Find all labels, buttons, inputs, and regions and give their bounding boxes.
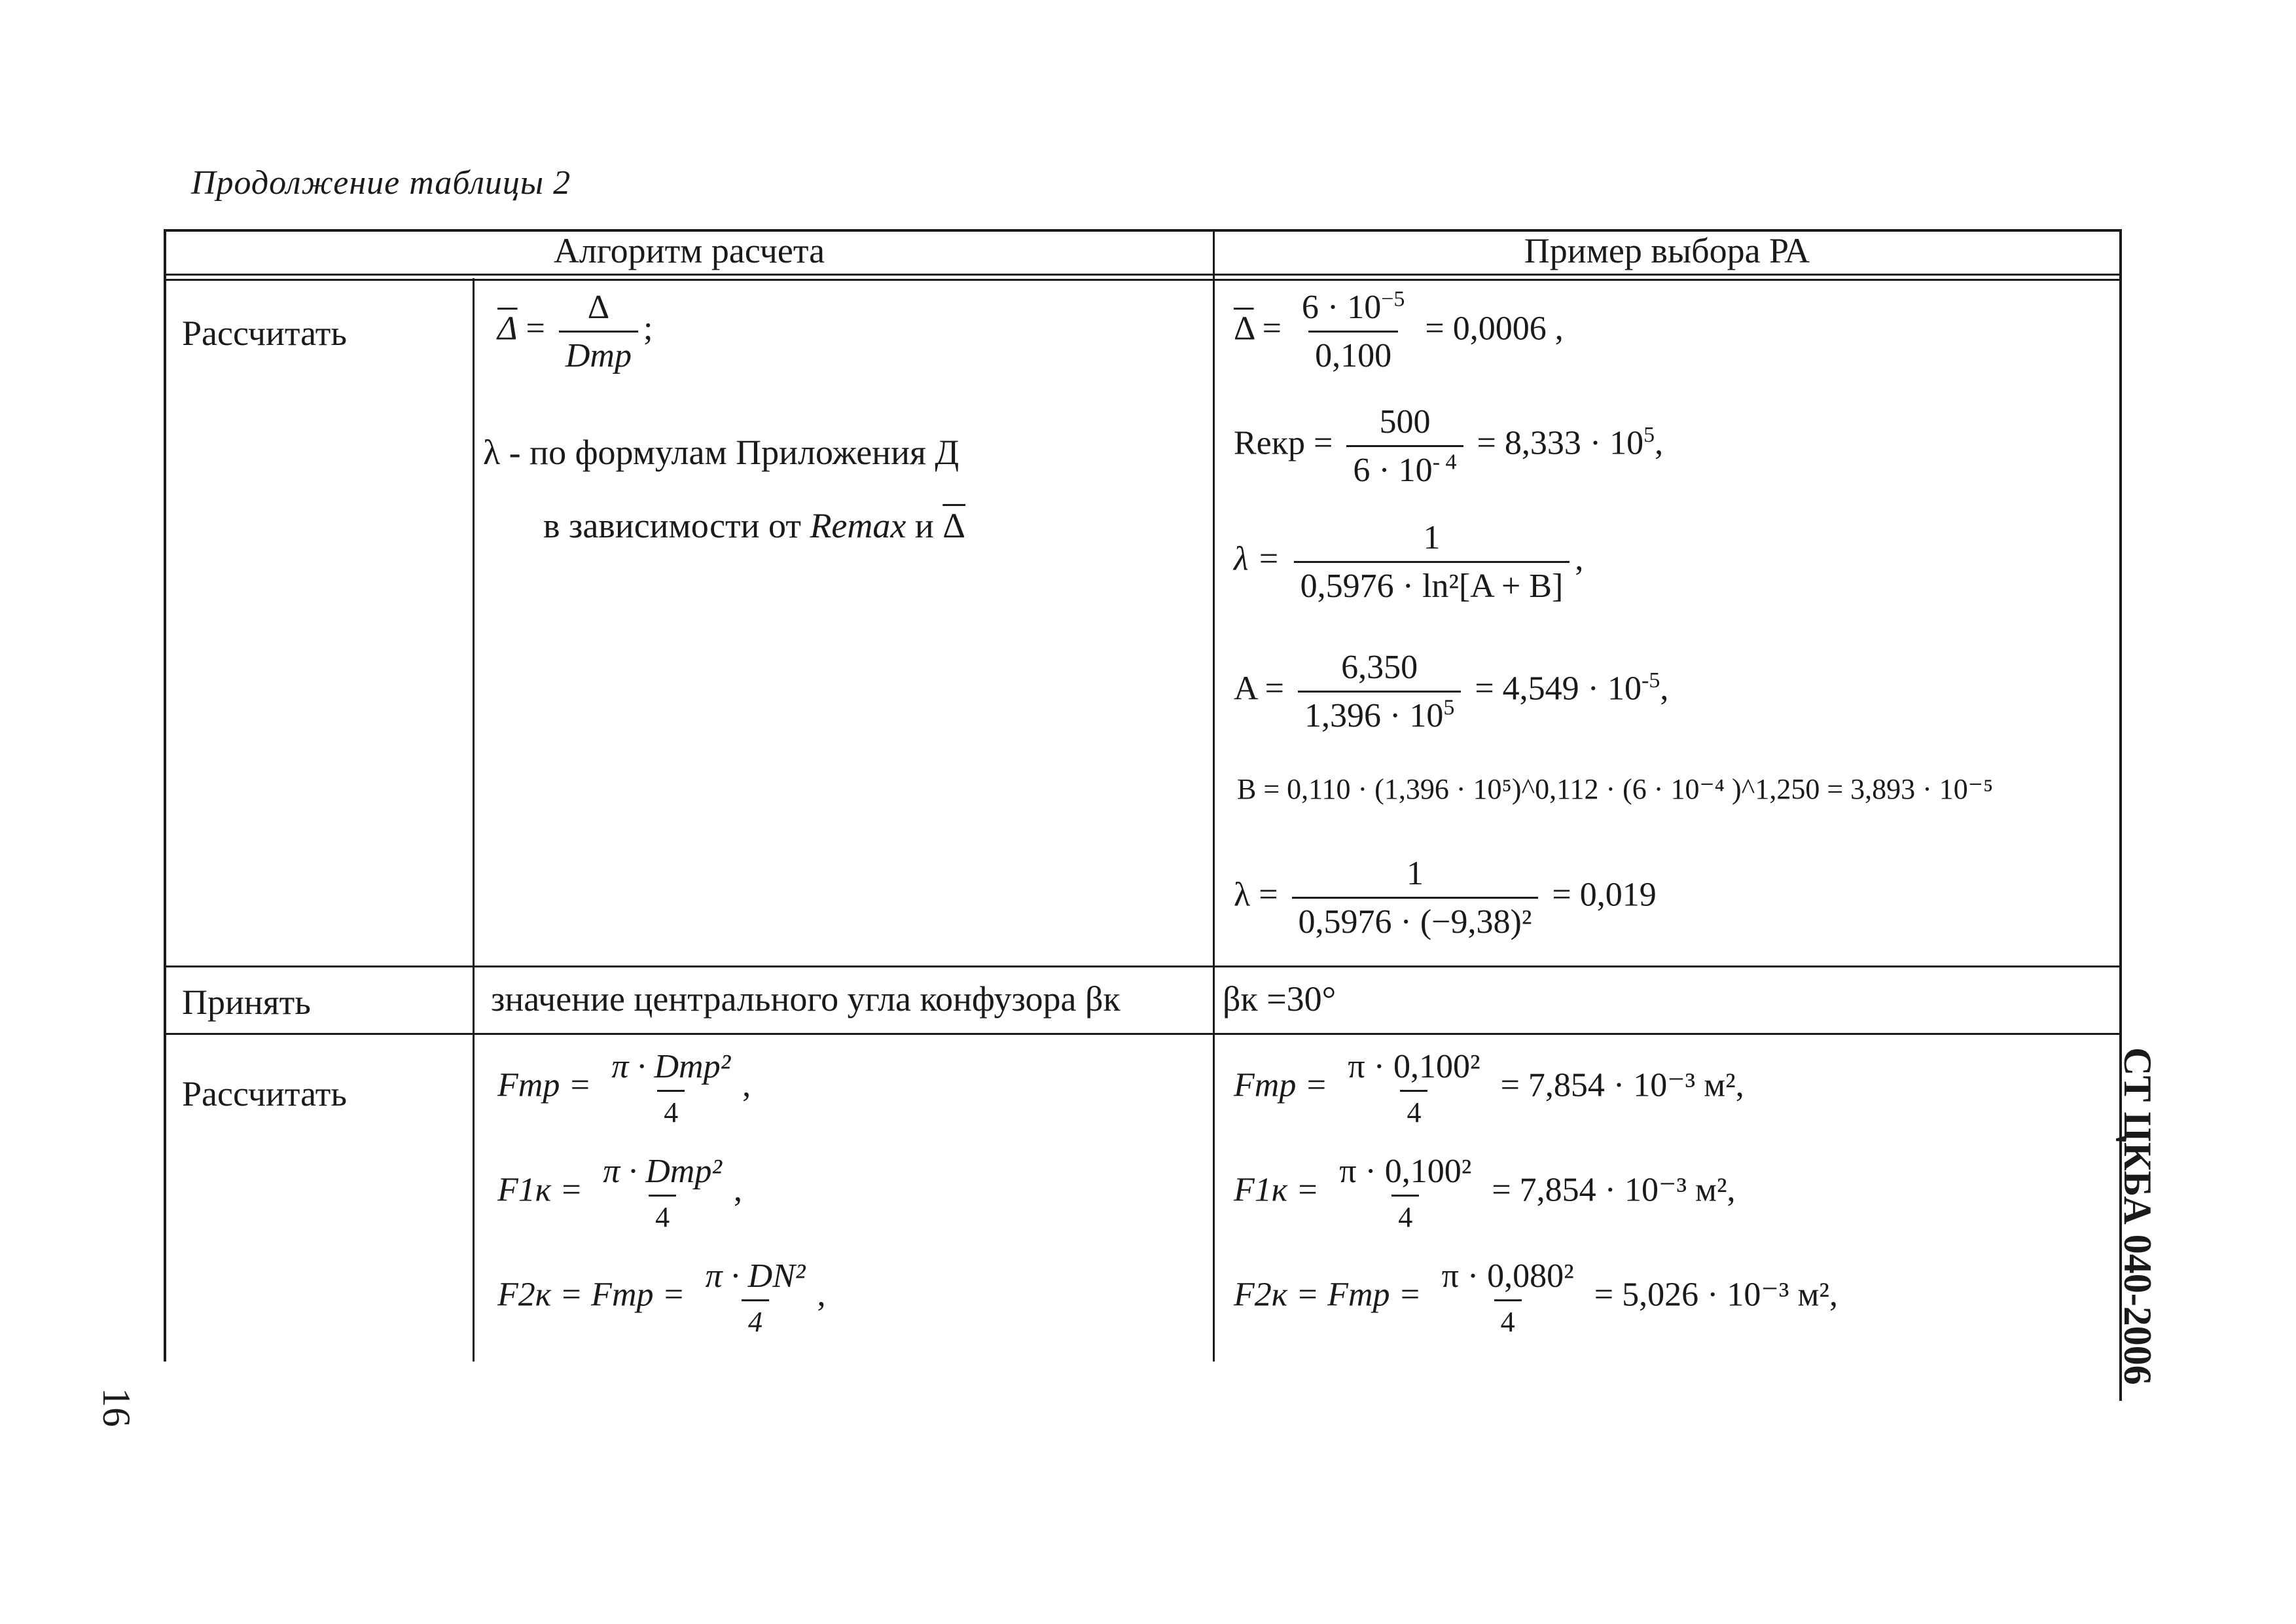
example-ftr-label: Fтр =	[1234, 1066, 1328, 1104]
example-ftr-num: π · 0,100²	[1348, 1048, 1480, 1085]
col-divider-2	[1213, 229, 1215, 1362]
example-a-result: = 4,549 · 10	[1475, 670, 1641, 708]
header-bottom-border-2	[164, 279, 2121, 281]
algo-ftr-fraction	[605, 1047, 737, 1129]
delta-bar-symbol: $\overline{\Delta}$	[497, 310, 518, 348]
example-lambda-label: λ =	[1234, 540, 1280, 578]
example-f2k-num: π · 0,080²	[1441, 1257, 1574, 1295]
example-rekr-result: = 8,333 · 10	[1477, 424, 1644, 462]
col-divider-1	[473, 278, 475, 1362]
algo-f2k-num: π · DN²	[705, 1257, 806, 1295]
row1-action: Рассчитать	[182, 314, 347, 353]
example-f1k-fraction	[1333, 1152, 1478, 1234]
algo-f1k-label: F1к =	[497, 1171, 583, 1209]
example-delta-num-exp: −5	[1381, 287, 1405, 312]
example-delta-fraction	[1295, 288, 1412, 375]
example-lambda-formula: λ = $\frac{1}{\text{0,5976 · ln²[A + B]}}$ ,	[1234, 519, 1584, 605]
dependence-text: в зависимости от	[543, 506, 801, 545]
algo-f1k-num: π · Dтр²	[603, 1153, 722, 1190]
header-algorithm: Алгоритм расчета	[553, 231, 825, 270]
example-a-num: 6,350	[1341, 649, 1418, 686]
delta-fraction	[559, 288, 638, 375]
example-a-den: 1,396 · 10	[1304, 697, 1444, 734]
example-f2k-den: 4	[1494, 1299, 1522, 1339]
row2-bottom-border	[164, 1033, 2121, 1035]
header-example: Пример выбора РА	[1524, 231, 1810, 270]
example-a-den-exp: 5	[1443, 695, 1455, 720]
example-ftr-den: 4	[1400, 1090, 1427, 1129]
algo-f2k-den: 4	[742, 1299, 769, 1339]
delta-bar-symbol-2: $\overline{\Delta}$	[942, 506, 965, 545]
remax-symbol: Remax	[810, 506, 906, 545]
example-lambda2-label: λ =	[1234, 876, 1278, 914]
example-rekr-formula: Reкр = $\frac{500}{6 \cdot 10^{- 4}}$ = $8,333 \cdot 10^5$,	[1234, 403, 1664, 489]
example-f1k-result: = 7,854 · 10⁻³ м²,	[1492, 1171, 1736, 1209]
row1-algo-dependence	[543, 505, 965, 546]
example-a-label: A =	[1234, 670, 1285, 708]
algo-ftr-den: 4	[657, 1090, 685, 1129]
header-bottom-border	[164, 274, 2121, 276]
example-a-fraction	[1298, 648, 1461, 735]
delta-numerator: Δ	[587, 289, 610, 326]
row2-example-text: βк =30°	[1223, 979, 1336, 1019]
example-lambda-den: 0,5976 · ln²[A + B]	[1294, 561, 1570, 605]
row3-example-f1k	[1234, 1152, 1736, 1234]
example-lambda2-fraction	[1292, 854, 1539, 941]
example-f2k-label: F2к = Fтр =	[1234, 1276, 1422, 1314]
algo-ftr-label: Fтр =	[497, 1066, 592, 1104]
example-lambda-num: 1	[1423, 519, 1441, 556]
example-delta-result: = 0,0006 ,	[1425, 310, 1564, 348]
and-text: и	[914, 506, 934, 545]
row1-bottom-border	[164, 965, 2121, 967]
table-left-border	[164, 229, 166, 1362]
example-b-formula: B = 0,110 · (1,396 · 10⁵)^0,112 · (6 · 10⁻⁴ )^1,250 = 3,893 · 10⁻⁵	[1237, 773, 1994, 805]
algo-f2k-label: F2к = Fтр =	[497, 1276, 685, 1314]
row3-algo-f1k: F1к = $\frac{\text{π · Dтр²}}{4}$ ,	[497, 1153, 742, 1233]
example-delta-num: 6 · 10	[1301, 289, 1382, 326]
example-f1k-num: π · 0,100²	[1339, 1153, 1472, 1190]
row3-example-ftr	[1234, 1047, 1744, 1129]
example-delta-formula: $\overline{\Delta}$ = $\frac{6 \cdot 10^{-5}}{0,100}$ = 0,0006 ,	[1234, 287, 1564, 374]
row3-action: Рассчитать	[182, 1074, 347, 1113]
row1-algo-lambda-text: λ - по формулам Приложения Д	[483, 433, 960, 472]
example-a-formula: A = $\frac{6,350}{1,396 \cdot 10^5}$ = $4,549 \cdot 10^{-5}$,	[1234, 649, 1669, 734]
example-ftr-result: = 7,854 · 10⁻³ м²,	[1500, 1066, 1744, 1104]
example-lambda2-den: 0,5976 · (−9,38)²	[1292, 897, 1539, 941]
example-f2k-fraction	[1435, 1257, 1581, 1339]
example-a-result-exp: -5	[1641, 668, 1660, 693]
table-caption: Продолжение таблицы 2	[191, 164, 571, 202]
example-lambda2-result: = 0,019	[1552, 876, 1657, 914]
row3-algo-f2k: F2к = Fтр = $\frac{\text{π · DN²}}{4}$ ,	[497, 1257, 826, 1338]
page-number: 16	[95, 1388, 138, 1427]
algo-f2k-fraction	[699, 1257, 812, 1339]
example-rekr-fraction	[1346, 403, 1463, 490]
example-rekr-num: 500	[1379, 403, 1431, 441]
example-f2k-result: = 5,026 · 10⁻³ м²,	[1594, 1276, 1838, 1314]
example-rekr-den: 6 · 10	[1353, 452, 1433, 489]
algo-f1k-den: 4	[649, 1195, 676, 1234]
delta-denominator: Dтр	[559, 331, 638, 375]
row2-action: Принять	[182, 983, 311, 1022]
example-lambda-fraction	[1294, 518, 1570, 605]
algo-ftr-num: π · Dтр²	[611, 1048, 731, 1085]
example-ftr-fraction	[1341, 1047, 1486, 1129]
example-f1k-den: 4	[1391, 1195, 1419, 1234]
row2-algo-text: значение центрального угла конфузора βк	[491, 979, 1121, 1019]
document-code-label: СТ ЦКБА 040-2006	[2116, 1047, 2159, 1385]
row1-algo-delta-formula: $\overline{\Delta}$ = $\frac{\Delta}{\text{Dтр}}$ ;	[497, 289, 653, 374]
example-rekr-result-exp: 5	[1643, 423, 1655, 448]
example-rekr-den-exp: - 4	[1432, 450, 1457, 475]
example-rekr-label: Reкр =	[1234, 424, 1333, 462]
example-lambda2-num: 1	[1406, 855, 1424, 892]
algo-f1k-fraction	[596, 1152, 728, 1234]
example-lambda2-formula	[1234, 854, 1657, 941]
row3-algo-ftr: Fтр = $\frac{\text{π · Dтр²}}{4}$ ,	[497, 1048, 751, 1128]
example-delta-den: 0,100	[1308, 331, 1398, 375]
example-f1k-label: F1к =	[1234, 1171, 1319, 1209]
row3-example-f2k	[1234, 1257, 1838, 1339]
